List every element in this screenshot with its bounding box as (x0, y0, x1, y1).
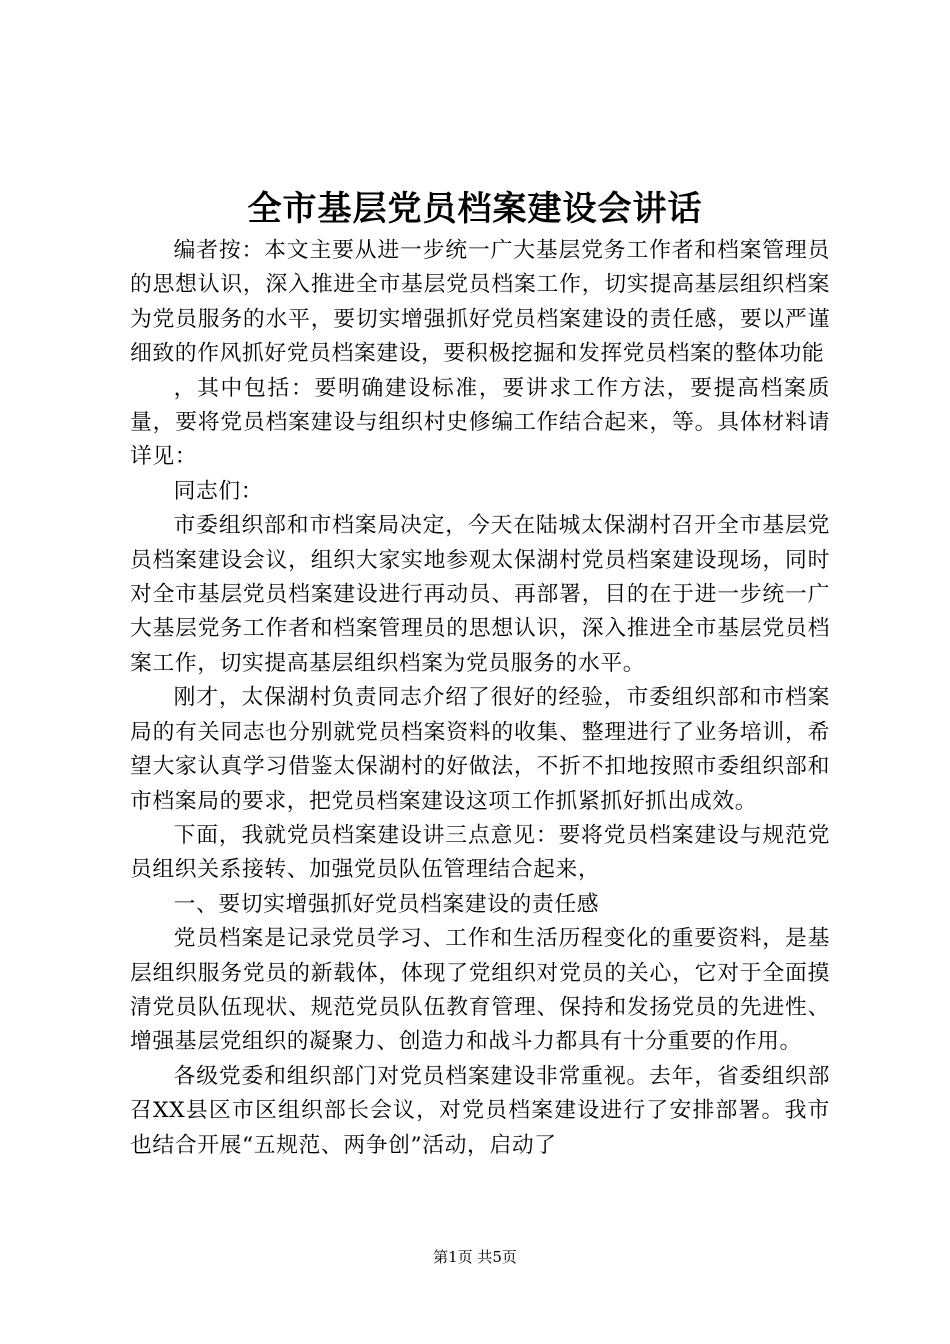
paragraph-archive-importance: 党员档案是记录党员学习、工作和生活历程变化的重要资料，是基层组织服务党员的新载体，体现了党组织对党员的关心，它对于全面摸清党员队伍现状、规范党员队伍教育管理、保持和发扬党员的先进性、增强基层党组织的凝聚力、创造力和战斗力都具有十分重要的作用。 (130, 926, 830, 1055)
paragraph-summary: ，其中包括：要明确建设标准，要讲求工作方法，要提高档案质量，要将党员档案建设与组织村史修编工作结合起来，等。具体材料请详见： (130, 375, 830, 470)
paragraph-three-points: 下面，我就党员档案建设讲三点意见：要将党员档案建设与规范党员组织关系接转、加强党员队伍管理结合起来， (130, 822, 830, 883)
paragraph-experience: 刚才，太保湖村负责同志介绍了很好的经验，市委组织部和市档案局的有关同志也分别就党员档案资料的收集、整理进行了业务培训，希望大家认真学习借鉴太保湖村的好做法，不折不扣地按照市委组织部和市档案局的要求，把党员档案建设这项工作抓紧抓好抓出成效。 (130, 685, 830, 814)
paragraph-salutation: 同志们： (173, 478, 264, 504)
page-number: 第1页 共5页 (433, 1248, 517, 1266)
paragraph-meeting-intro: 市委组织部和市档案局决定，今天在陆城太保湖村召开全市基层党员档案建设会议，组织大家实地参观太保湖村党员档案建设现场，同时对全市基层党员档案建设进行再动员、再部署，目的在于进一步统一广大基层党务工作者和档案管理员的思想认识，深入推进全市基层党员档案工作，切实提高基层组织档案为党员服务的水平。 (130, 513, 830, 676)
document-body (130, 234, 830, 1163)
paragraph-editor-note: 编者按：本文主要从进一步统一广大基层党务工作者和档案管理员的思想认识，深入推进全市基层党员档案工作，切实提高基层组织档案为党员服务的水平，要切实增强抓好党员档案建设的责任感，要以严谨细致的作风抓好党员档案建设，要积极挖掘和发挥党员档案的整体功能 (130, 238, 830, 367)
document-title: 全市基层党员档案建设会讲话 (247, 189, 703, 229)
paragraph-party-committees: 各级党委和组织部门对党员档案建设非常重视。去年，省委组织部召XX县区市区组织部长会议，对党员档案建设进行了安排部署。我市也结合开展“五规范、两争创”活动，启动了 (130, 1063, 830, 1158)
section-heading-one: 一、要切实增强抓好党员档案建设的责任感 (173, 891, 600, 917)
